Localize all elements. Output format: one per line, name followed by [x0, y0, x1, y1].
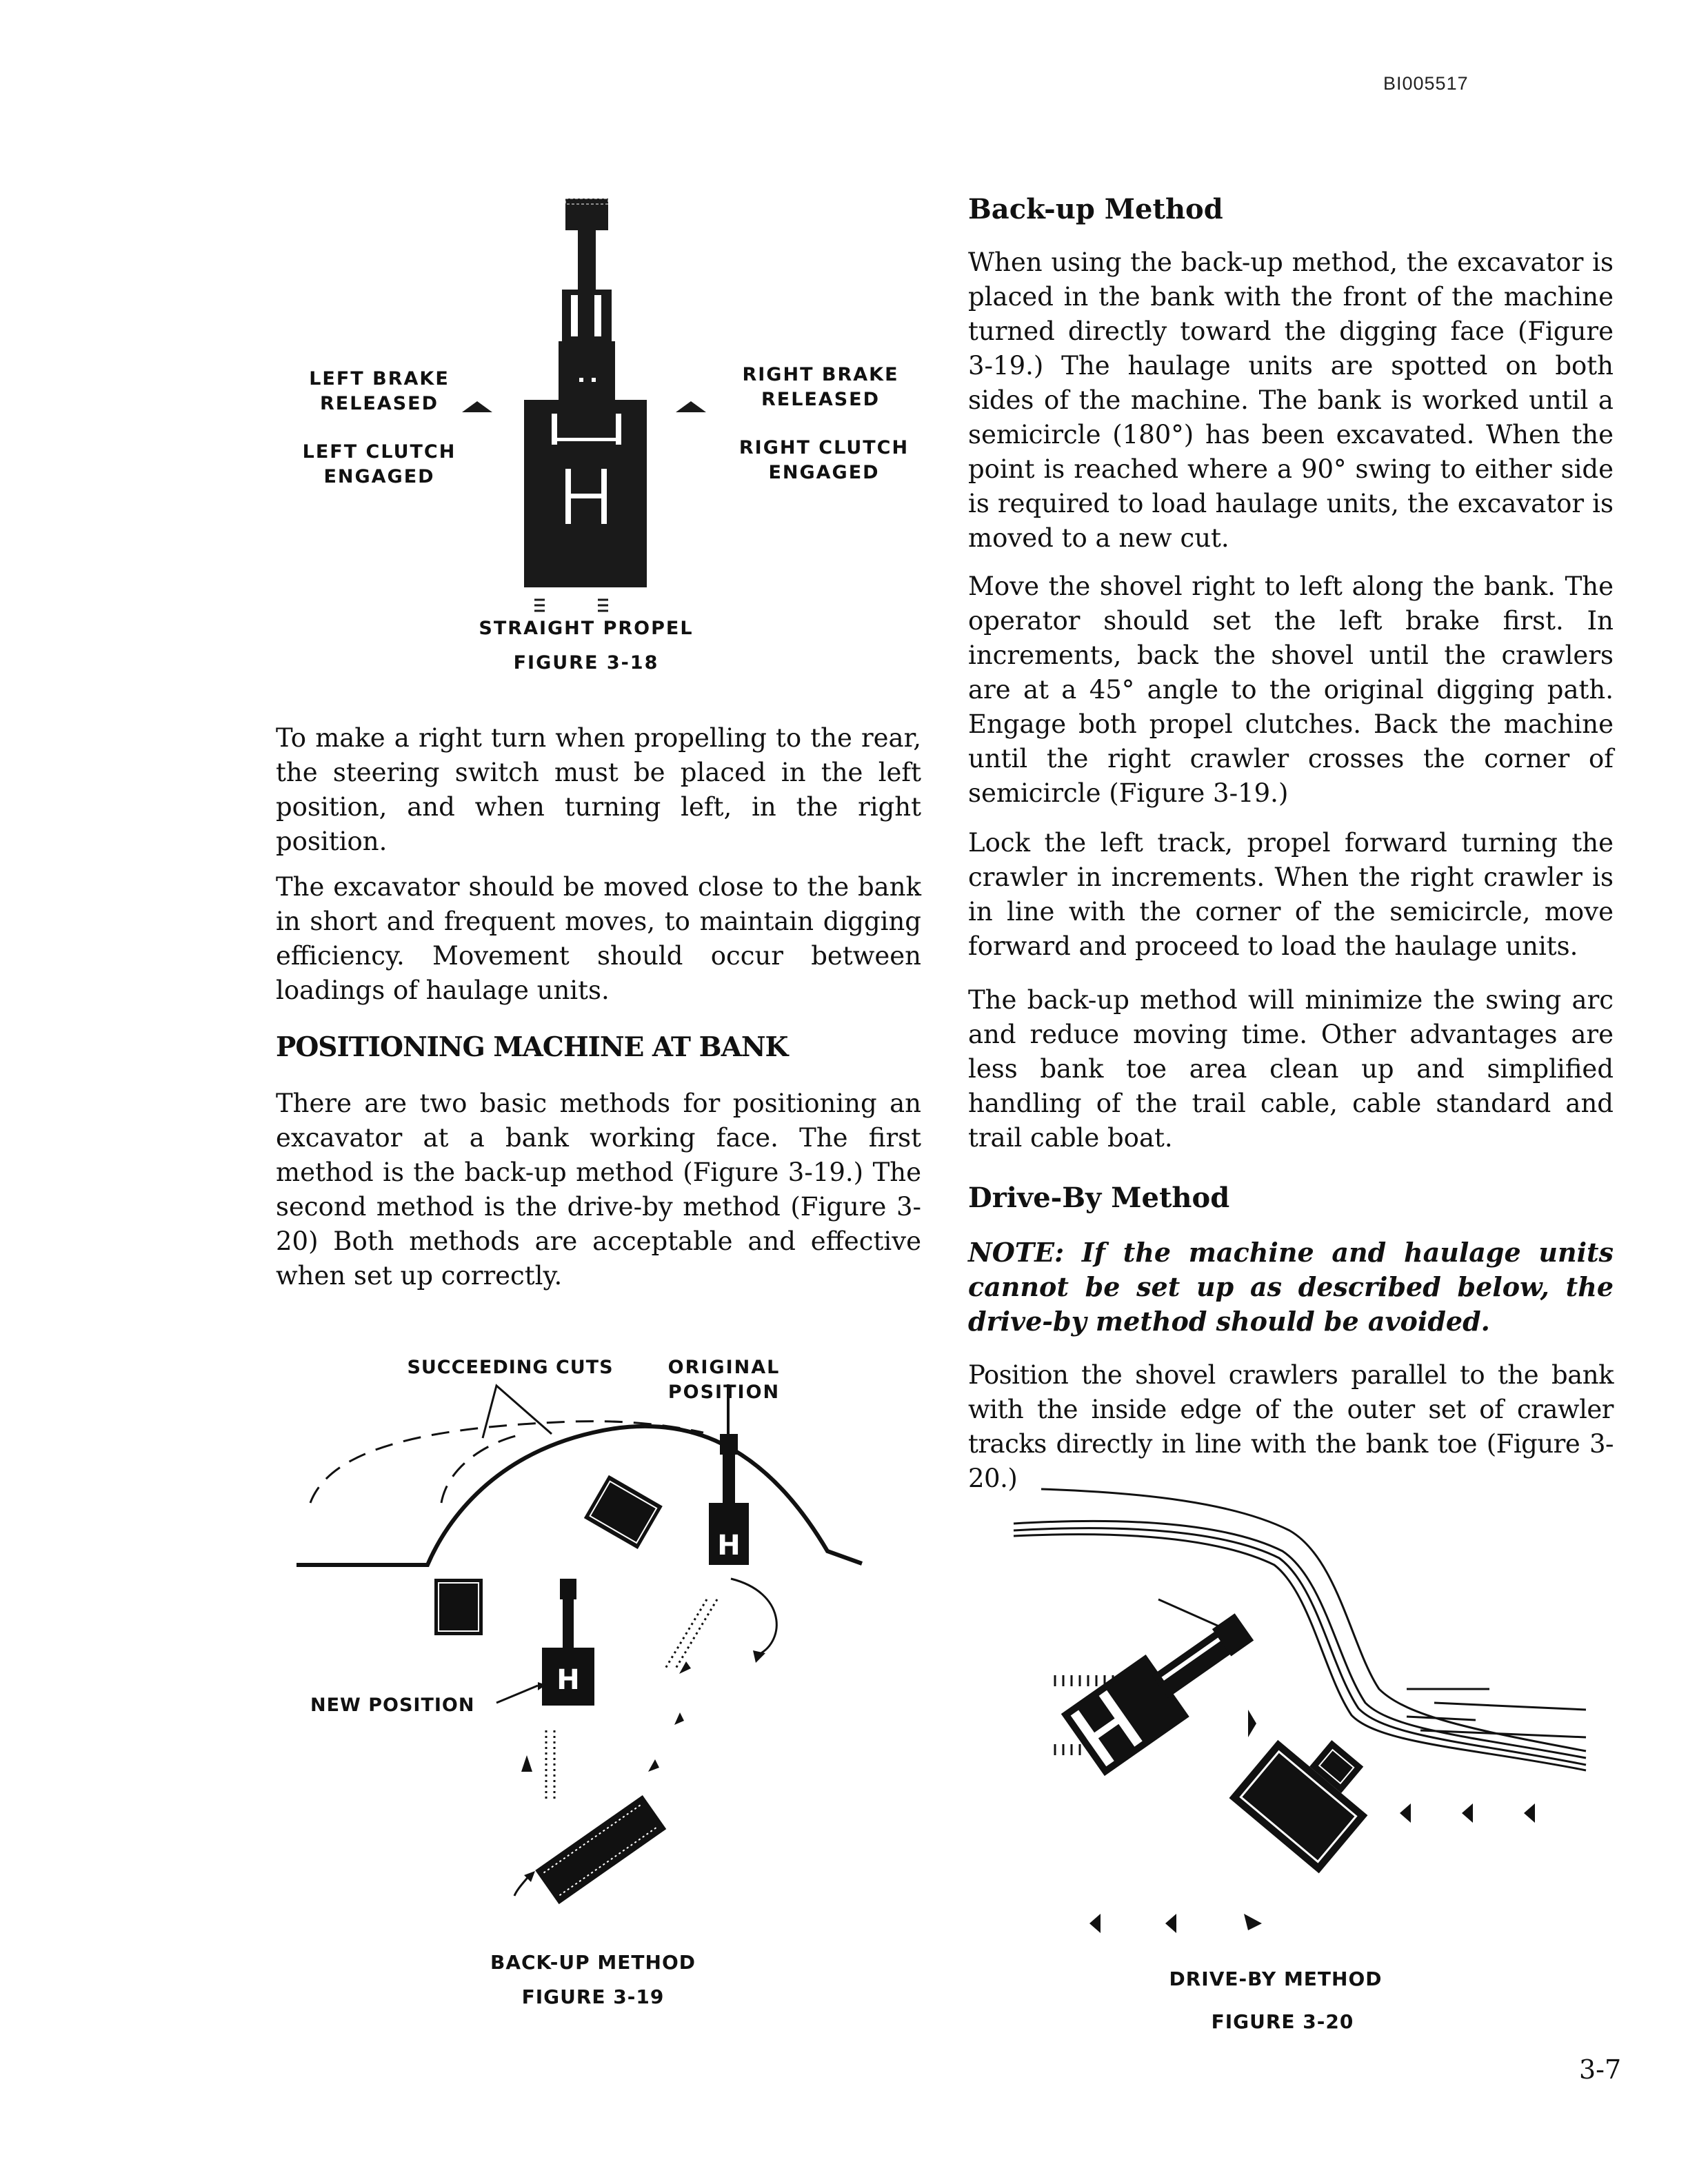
figure-3-19-caption: FIGURE 3-19 [521, 1985, 665, 2008]
right-brake-label [727, 363, 914, 412]
left-clutch-line2: ENGAGED [323, 466, 435, 487]
back-up-method-diagram [290, 1344, 924, 1937]
original-position-line2: POSITION [667, 1382, 781, 1403]
figure-3-20 [993, 1482, 1600, 2048]
document-id: BI005517 [1383, 73, 1469, 94]
right-para-4: The back-up method will minimize the swing arc and reduce moving time. Other advantages are less bank toe area clean up and simplified handling of the trail cable, cable standard and trail cable boat. [968, 985, 1614, 1153]
figure-3-19 [290, 1344, 924, 2013]
right-para-3: Lock the left track, propel forward turning the crawler in increments. When the right crawler is in line with the corner of the semicircle, move forward and proceed to load the haulage units. [968, 828, 1614, 961]
drive-by-method-heading: Drive-By Method [968, 1182, 1230, 1214]
drive-by-method-title: DRIVE-BY METHOD [1169, 1968, 1383, 1990]
figure-3-18-caption: FIGURE 3-18 [513, 652, 659, 674]
page-number: 3-7 [1579, 2054, 1622, 2085]
new-position-label: NEW POSITION [310, 1695, 475, 1716]
back-up-method-heading: Back-up Method [968, 193, 1223, 225]
right-para-5: Position the shovel crawlers parallel to the bank with the inside edge of the outer set of crawler tracks directly in line with the bank toe (Figure 3-20.) [968, 1360, 1614, 1493]
right-brake-line2: RELEASED [761, 389, 881, 410]
right-clutch-line2: ENGAGED [768, 462, 880, 483]
left-para-3: There are two basic methods for positioning an excavator at a bank working face. The first method is the back-up method (Figure 3-19.) The second method is the drive-by method (Figure 3-20) Both methods are acceptable and effective when set up correctly. [276, 1089, 921, 1291]
right-para-2: Move the shovel right to left along the bank. The operator should set the left brake first. In increments, back the shovel until the crawlers are at a 45° angle to the original digging path. Engage both propel clutches. Back the machine until the right crawler crosses the corner of semicircle (Figure 3-19.) [968, 572, 1614, 808]
left-brake-label [290, 367, 469, 416]
right-para-1: When using the back-up method, the excavator is placed in the bank with the front of the machine turned directly toward the digging face (Figure 3-19.) The haulage units are spotted on both sides of the machine. The bank is worked until a semicircle (180°) has been excavated. When the point is reached where a 90° swing to either side is required to load haulage units, the excavator is moved to a new cut. [968, 247, 1614, 553]
svg-text:H: H [717, 1530, 741, 1561]
drive-by-note: NOTE: If the machine and haulage units cannot be set up as described below, the drive-by method should be avoided. [968, 1237, 1614, 1337]
original-position-line1: ORIGINAL [667, 1357, 781, 1378]
left-para-1: To make a right turn when propelling to the rear, the steering switch must be placed in the left position, and when turning left, in the right position. [276, 723, 921, 856]
right-brake-line1: RIGHT BRAKE [742, 364, 899, 385]
left-brake-line1: LEFT BRAKE [309, 368, 450, 390]
drive-by-method-diagram [993, 1482, 1600, 1951]
figure-3-18 [276, 193, 921, 689]
left-para-2: The excavator should be moved close to the bank in short and frequent moves, to maintain digging efficiency. Movement should occur between loadings of haulage units. [276, 872, 921, 1005]
straight-propel-label: STRAIGHT PROPEL [479, 618, 694, 639]
right-clutch-line1: RIGHT CLUTCH [738, 437, 910, 458]
left-clutch-label [286, 440, 472, 489]
left-clutch-line1: LEFT CLUTCH [302, 441, 456, 463]
succeeding-cuts-label: SUCCEEDING CUTS [407, 1357, 614, 1378]
positioning-heading: POSITIONING MACHINE AT BANK [276, 1031, 788, 1063]
figure-3-20-caption: FIGURE 3-20 [1211, 2010, 1354, 2033]
right-clutch-label [731, 436, 917, 485]
left-brake-line2: RELEASED [319, 393, 439, 414]
svg-text:H: H [556, 1664, 580, 1696]
back-up-method-title: BACK-UP METHOD [490, 1951, 696, 1974]
